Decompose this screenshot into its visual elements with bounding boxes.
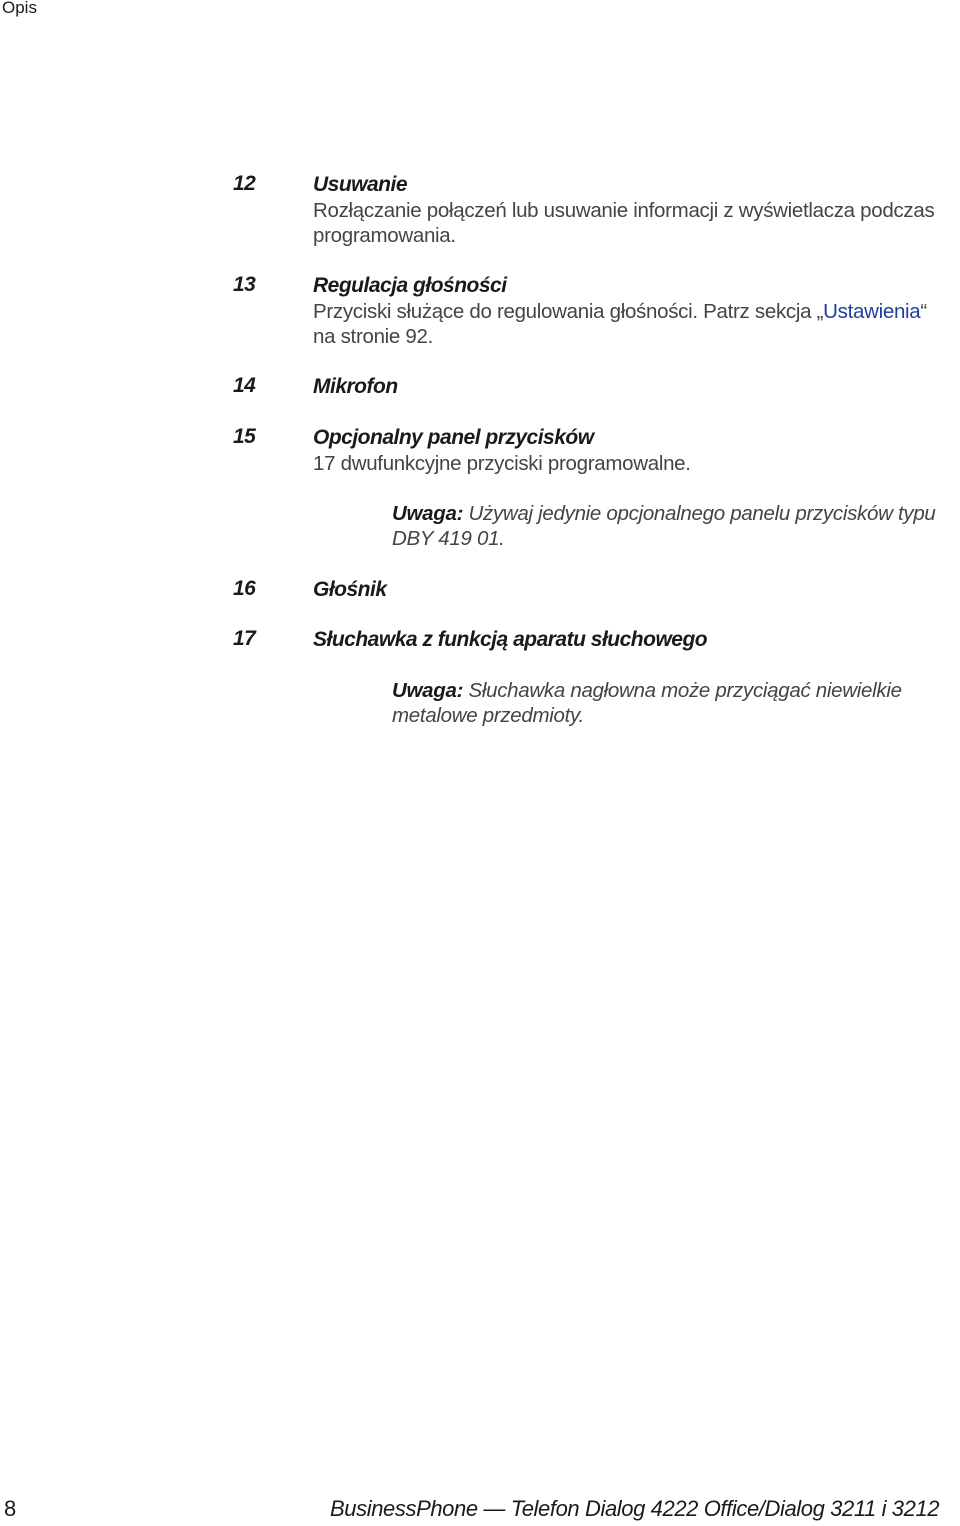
item-number: 12 [233,172,256,195]
item-title: Opcjonalny panel przycisków [313,426,594,449]
item-title: Mikrofon [313,375,398,398]
footer-title: BusinessPhone — Telefon Dialog 4222 Office/Dialog 3211 i 3212 [330,1496,940,1521]
description-text: “ na stronie 92. [313,300,927,348]
item-title: Usuwanie [313,173,408,196]
item-title: Słuchawka z funkcją aparatu słuchowego [313,628,708,651]
description-text: Przyciski służące do regulowania głośności. Patrz sekcja „ [313,300,824,323]
note-label: Uwaga: [392,502,464,525]
item-description: Rozłączanie połączeń lub usuwanie informacji z wyświetlacza podczas programowania. [313,199,935,247]
note-label: Uwaga: [392,679,464,702]
item-number: 17 [233,627,256,650]
page-number: 8 [4,1496,17,1521]
section-header: Opis [2,0,37,17]
item-number: 13 [233,273,256,296]
note [392,678,952,728]
note-text: Słuchawka nagłowna może przyciągać niewielkie metalowe przedmioty. [392,679,902,727]
item-number: 14 [233,374,256,397]
item-number: 15 [233,425,256,448]
item-number: 16 [233,577,256,600]
settings-link[interactable]: Ustawienia [823,300,921,323]
item-description: 17 dwufunkcyjne przyciski programowalne. [313,452,691,475]
note-text: Używaj jedynie opcjonalnego panelu przycisków typu DBY 419 01. [392,502,936,550]
item-description [313,299,953,349]
item-title: Regulacja głośności [313,274,507,297]
note [392,501,952,551]
item-title: Głośnik [313,578,387,601]
